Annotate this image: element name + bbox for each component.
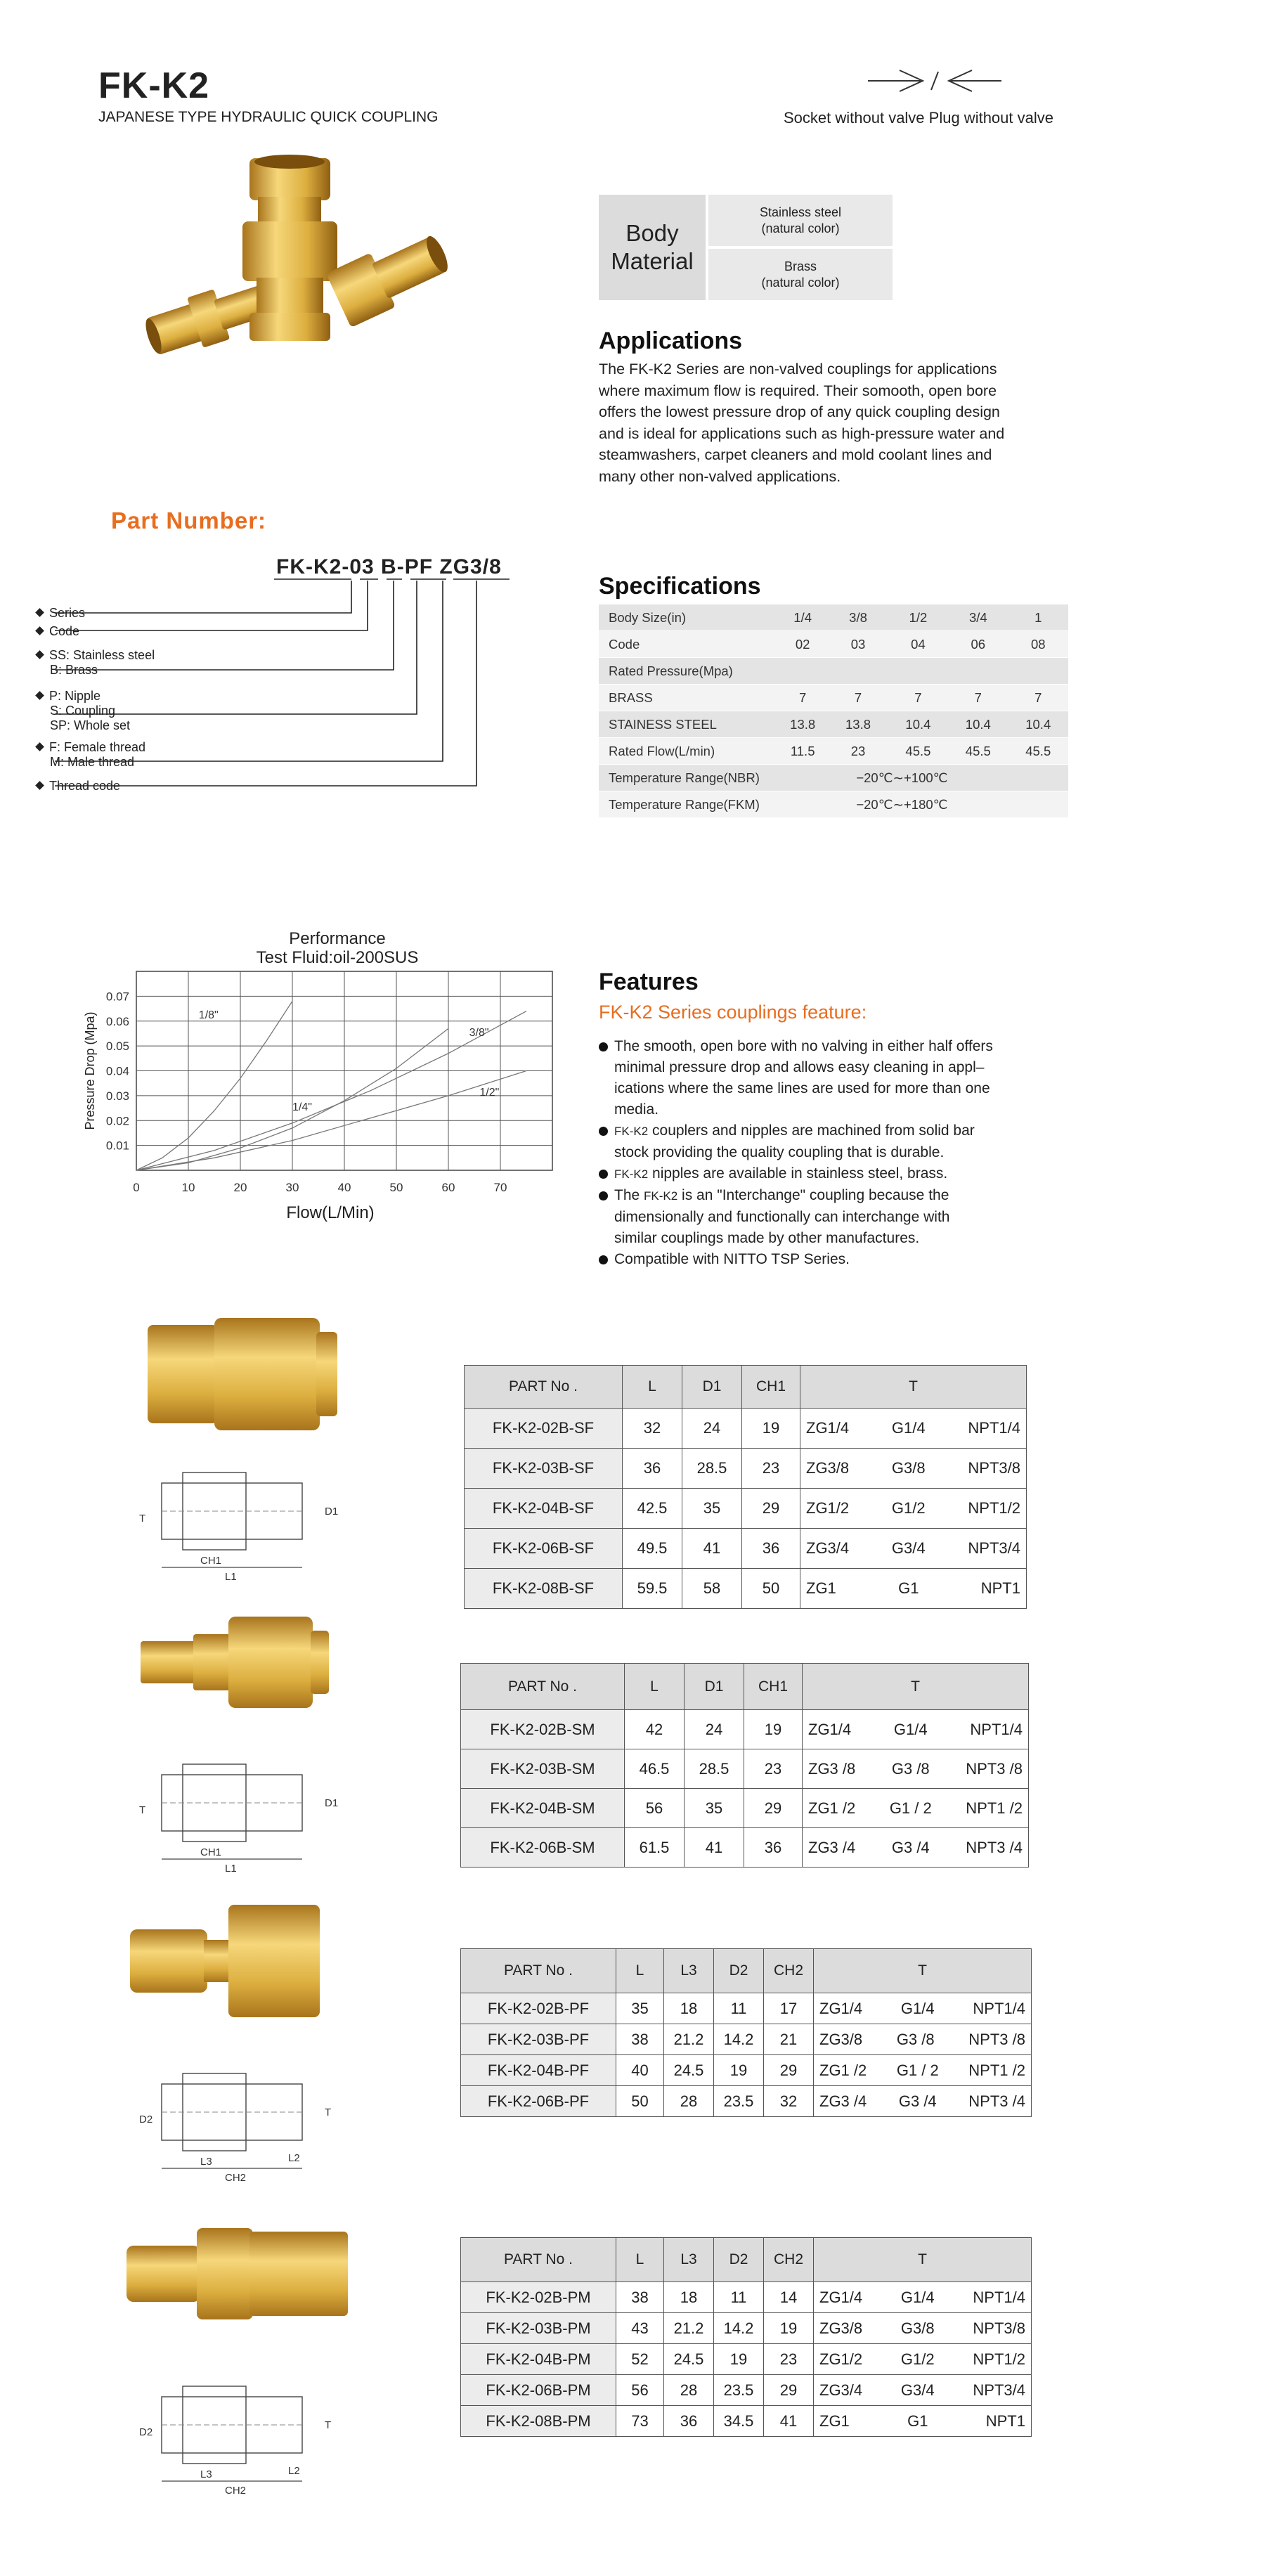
spec-value xyxy=(1008,658,1069,685)
dimension-cell: 56 xyxy=(616,2375,664,2406)
dimension-cell: 17 xyxy=(764,1993,814,2024)
spec-value: 23 xyxy=(828,738,888,765)
spec-label: Temperature Range(NBR) xyxy=(599,765,777,791)
dimension-label: CH2 xyxy=(225,2485,247,2495)
table-row xyxy=(461,1749,1029,1789)
dimension-cell: 29 xyxy=(744,1789,803,1828)
page-title: FK-K2 xyxy=(98,65,210,106)
dimension-cell: 43 xyxy=(616,2313,664,2344)
socket-plug-label: Socket without valve Plug without valve xyxy=(784,109,1053,127)
product-photo-pm xyxy=(126,2211,351,2330)
dimension-cell: 56 xyxy=(625,1789,685,1828)
y-tick-label: 0.02 xyxy=(105,1114,129,1128)
column-header: L xyxy=(616,1949,664,1993)
column-header: L xyxy=(616,2238,664,2282)
part-number-cell: FK-K2-04B-SM xyxy=(461,1789,625,1828)
dimension-cell: 61.5 xyxy=(625,1828,685,1868)
series-line xyxy=(136,1001,292,1170)
part-number-cell: FK-K2-08B-SF xyxy=(465,1569,623,1609)
spec-value: 7 xyxy=(777,685,828,711)
dimension-cell: 23 xyxy=(744,1749,803,1789)
applications-text: The FK-K2 Series are non-valved couplings for applications where maximum flow is required. Their somooth, open bore offers the lowest pressure drop of any quick coupling design and is ideal for applications such as high-pressure water and steamwashers, carpet cleaners and mold coolant lines and many other non-valved applications. xyxy=(599,361,1005,485)
pn-label-type: P: Nipple S: Coupling SP: Whole set xyxy=(37,689,130,733)
dimension-cell: 28.5 xyxy=(685,1749,744,1789)
spec-value: 7 xyxy=(828,685,888,711)
pn-label-code: Code xyxy=(37,624,79,639)
pn-label-series: Series xyxy=(37,606,85,621)
thread-cell: ZG3/8 G3/8 NPT3/8 xyxy=(814,2313,1032,2344)
thread-cell: ZG1/4 G1/4 NPT1/4 xyxy=(800,1409,1027,1449)
thread-cell: ZG3 /4 G3 /4 NPT3 /4 xyxy=(803,1828,1029,1868)
part-number-cell: FK-K2-06B-PM xyxy=(461,2375,616,2406)
part-number-cell: FK-K2-02B-SF xyxy=(465,1409,623,1449)
thread-cell: ZG1 /2 G1 / 2 NPT1 /2 xyxy=(814,2055,1032,2086)
thread-cell: ZG3/4 G3/4 NPT3/4 xyxy=(800,1529,1027,1569)
spec-value: 45.5 xyxy=(888,738,948,765)
dimension-label: CH1 xyxy=(200,1846,222,1858)
dimension-cell: 52 xyxy=(616,2344,664,2375)
spec-row xyxy=(599,685,1068,711)
pn-label-thread-code: Thread code xyxy=(37,779,120,794)
feature-item: The smooth, open bore with no valving in either half offers minimal pressure drop and allows easy cleaning in appl– ications where the same lines are used for more than one media. xyxy=(599,1036,1070,1120)
dimension-cell: 50 xyxy=(742,1569,800,1609)
dimension-cell: 32 xyxy=(623,1409,682,1449)
thread-cell: ZG3/4 G3/4 NPT3/4 xyxy=(814,2375,1032,2406)
dimension-cell: 19 xyxy=(714,2055,764,2086)
coupling-symbol-icon xyxy=(868,67,1001,95)
spec-value: 06 xyxy=(948,631,1008,658)
dimension-cell: 11 xyxy=(714,1993,764,2024)
spec-value xyxy=(948,658,1008,685)
part-number-cell: FK-K2-04B-SF xyxy=(465,1489,623,1529)
x-tick-label: 40 xyxy=(337,1181,351,1194)
column-header: L xyxy=(623,1366,682,1409)
spec-value xyxy=(777,658,828,685)
product-photo-pf xyxy=(126,1901,351,2021)
dimension-cell: 14 xyxy=(764,2282,814,2313)
thread-cell: ZG1 G1 NPT1 xyxy=(814,2406,1032,2437)
column-header: D1 xyxy=(685,1664,744,1710)
spec-value: 13.8 xyxy=(828,711,888,738)
dimension-cell: 36 xyxy=(742,1529,800,1569)
part-number-cell: FK-K2-06B-SM xyxy=(461,1828,625,1868)
feature-item: FK-K2 nipples are available in stainless steel, brass. xyxy=(599,1163,1070,1185)
spec-value: 1/2 xyxy=(888,604,948,631)
table-row xyxy=(465,1489,1027,1529)
chart-subtitle: Test Fluid:oil-200SUS xyxy=(256,948,419,967)
x-tick-label: 30 xyxy=(285,1181,299,1194)
table-row xyxy=(465,1449,1027,1489)
product-table-pf xyxy=(460,1948,1032,2117)
x-tick-label: 10 xyxy=(181,1181,195,1194)
part-number-cell: FK-K2-04B-PM xyxy=(461,2344,616,2375)
specifications-table xyxy=(599,604,1068,818)
part-number-cell: FK-K2-08B-PM xyxy=(461,2406,616,2437)
spec-value xyxy=(828,658,888,685)
x-tick-label: 70 xyxy=(493,1181,507,1194)
spec-row xyxy=(599,765,1068,791)
spec-row xyxy=(599,658,1068,685)
thread-cell: ZG1/2 G1/2 NPT1/2 xyxy=(800,1489,1027,1529)
spec-value: 04 xyxy=(888,631,948,658)
dimension-cell: 14.2 xyxy=(714,2024,764,2055)
dimension-cell: 59.5 xyxy=(623,1569,682,1609)
spec-value: 02 xyxy=(777,631,828,658)
spec-value: 08 xyxy=(1008,631,1069,658)
y-tick-label: 0.06 xyxy=(105,1014,129,1028)
technical-drawing-sm xyxy=(119,1754,351,1873)
spec-label: Rated Pressure(Mpa) xyxy=(599,658,777,685)
dimension-cell: 41 xyxy=(685,1828,744,1868)
x-tick-label: 60 xyxy=(441,1181,455,1194)
dimension-label: CH2 xyxy=(225,2172,247,2182)
column-header: CH1 xyxy=(744,1664,803,1710)
column-header: L3 xyxy=(664,2238,714,2282)
spec-value: 45.5 xyxy=(948,738,1008,765)
dimension-label: L2 xyxy=(288,2465,300,2477)
spec-value: 3/4 xyxy=(948,604,1008,631)
table-row xyxy=(461,2282,1032,2313)
dimension-cell: 35 xyxy=(616,1993,664,2024)
dimension-label: D1 xyxy=(325,1797,339,1809)
spec-row xyxy=(599,631,1068,658)
column-header: T xyxy=(814,1949,1032,1993)
part-number-cell: FK-K2-06B-SF xyxy=(465,1529,623,1569)
dimension-cell: 36 xyxy=(744,1828,803,1868)
dimension-cell: 40 xyxy=(616,2055,664,2086)
column-header: D2 xyxy=(714,2238,764,2282)
dimension-cell: 23 xyxy=(764,2344,814,2375)
chart-title: Performance xyxy=(289,929,386,948)
table-row xyxy=(461,1993,1032,2024)
dimension-cell: 36 xyxy=(623,1449,682,1489)
dimension-label: T xyxy=(139,1513,146,1525)
feature-item: Compatible with NITTO TSP Series. xyxy=(599,1249,1070,1270)
part-number-cell: FK-K2-03B-SM xyxy=(461,1749,625,1789)
technical-drawing-pf xyxy=(119,2063,351,2182)
table-header-row xyxy=(461,2238,1032,2282)
spec-value: 1 xyxy=(1008,604,1069,631)
product-table-sm xyxy=(460,1663,1029,1868)
pn-label-material: SS: Stainless steel B: Brass xyxy=(37,648,155,678)
bullet-icon xyxy=(599,1170,608,1179)
technical-drawing-sf xyxy=(119,1462,351,1581)
column-header: PART No . xyxy=(461,2238,616,2282)
table-row xyxy=(461,2406,1032,2437)
table-row xyxy=(461,2375,1032,2406)
series-label: 3/8" xyxy=(469,1026,489,1039)
spec-row xyxy=(599,738,1068,765)
dimension-cell: 32 xyxy=(764,2086,814,2117)
dimension-cell: 29 xyxy=(764,2055,814,2086)
part-number-cell: FK-K2-03B-PM xyxy=(461,2313,616,2344)
spec-label: Temperature Range(FKM) xyxy=(599,791,777,818)
dimension-cell: 21.2 xyxy=(664,2313,714,2344)
x-tick-label: 20 xyxy=(233,1181,247,1194)
part-number-cell: FK-K2-03B-PF xyxy=(461,2024,616,2055)
dimension-cell: 42.5 xyxy=(623,1489,682,1529)
thread-cell: ZG3 /8 G3 /8 NPT3 /8 xyxy=(803,1749,1029,1789)
thread-cell: ZG1/4 G1/4 NPT1/4 xyxy=(803,1710,1029,1749)
dimension-cell: 19 xyxy=(744,1710,803,1749)
dimension-label: T xyxy=(139,1804,146,1816)
table-row xyxy=(461,2055,1032,2086)
bullet-icon xyxy=(599,1127,608,1136)
column-header: L3 xyxy=(664,1949,714,1993)
bullet-icon xyxy=(599,1191,608,1200)
dimension-cell: 29 xyxy=(764,2375,814,2406)
table-header-row xyxy=(461,1664,1029,1710)
table-row xyxy=(465,1409,1027,1449)
spec-row xyxy=(599,604,1068,631)
part-number-cell: FK-K2-02B-PM xyxy=(461,2282,616,2313)
dimension-label: L1 xyxy=(225,1863,237,1873)
table-row xyxy=(461,2024,1032,2055)
dimension-cell: 23.5 xyxy=(714,2086,764,2117)
y-tick-label: 0.01 xyxy=(105,1139,129,1153)
x-tick-label: 50 xyxy=(389,1181,403,1194)
dimension-cell: 42 xyxy=(625,1710,685,1749)
dimension-cell: 41 xyxy=(682,1529,742,1569)
dimension-cell: 36 xyxy=(664,2406,714,2437)
product-photo-sf xyxy=(126,1314,351,1434)
features-list xyxy=(599,1036,1070,1270)
spec-label: STAINESS STEEL xyxy=(599,711,777,738)
body-material-table xyxy=(599,195,893,300)
spec-value: 13.8 xyxy=(777,711,828,738)
dimension-cell: 58 xyxy=(682,1569,742,1609)
thread-cell: ZG3 /4 G3 /4 NPT3 /4 xyxy=(814,2086,1032,2117)
table-header-row xyxy=(465,1366,1027,1409)
dimension-cell: 28.5 xyxy=(682,1449,742,1489)
spec-label: BRASS xyxy=(599,685,777,711)
specifications-heading: Specifications xyxy=(599,573,761,600)
table-row xyxy=(461,1789,1029,1828)
spec-value: 3/8 xyxy=(828,604,888,631)
dimension-cell: 46.5 xyxy=(625,1749,685,1789)
part-number-cell: FK-K2-02B-SM xyxy=(461,1710,625,1749)
spec-value: 11.5 xyxy=(777,738,828,765)
column-header: CH2 xyxy=(764,2238,814,2282)
dimension-cell: 34.5 xyxy=(714,2406,764,2437)
dimension-cell: 23 xyxy=(742,1449,800,1489)
column-header: CH1 xyxy=(742,1366,800,1409)
table-row xyxy=(461,1828,1029,1868)
feature-item: FK-K2 couplers and nipples are machined from solid bar stock providing the quality coupling that is durable. xyxy=(599,1120,1070,1163)
dimension-cell: 50 xyxy=(616,2086,664,2117)
spec-value: 10.4 xyxy=(948,711,1008,738)
dimension-label: D1 xyxy=(325,1506,339,1517)
spec-value: 7 xyxy=(1008,685,1069,711)
x-tick-label: 0 xyxy=(133,1181,140,1194)
body-material-label: Body Material xyxy=(599,195,706,300)
table-row xyxy=(465,1569,1027,1609)
spec-value: 7 xyxy=(888,685,948,711)
dimension-cell: 24.5 xyxy=(664,2055,714,2086)
table-header-row xyxy=(461,1949,1032,1993)
page-subtitle: JAPANESE TYPE HYDRAULIC QUICK COUPLING xyxy=(98,109,439,125)
product-photo-sm xyxy=(126,1610,351,1729)
feature-item: The FK-K2 is an "Interchange" coupling because the dimensionally and functionally can interchange with similar couplings made by other manufactures. xyxy=(599,1185,1070,1249)
column-header: L xyxy=(625,1664,685,1710)
column-header: D2 xyxy=(714,1949,764,1993)
dimension-cell: 38 xyxy=(616,2282,664,2313)
material-option-brass: Brass (natural color) xyxy=(706,249,893,300)
column-header: T xyxy=(814,2238,1032,2282)
dimension-cell: 21.2 xyxy=(664,2024,714,2055)
y-tick-label: 0.07 xyxy=(105,990,129,1004)
dimension-cell: 35 xyxy=(685,1789,744,1828)
dimension-cell: 41 xyxy=(764,2406,814,2437)
x-axis-label: Flow(L/Min) xyxy=(286,1203,375,1222)
spec-value: 03 xyxy=(828,631,888,658)
table-row xyxy=(461,2344,1032,2375)
part-number-cell: FK-K2-04B-PF xyxy=(461,2055,616,2086)
part-number-cell: FK-K2-02B-PF xyxy=(461,1993,616,2024)
performance-chart xyxy=(70,924,562,1234)
spec-value: 10.4 xyxy=(1008,711,1069,738)
y-tick-label: 0.04 xyxy=(105,1064,129,1078)
spec-value: 45.5 xyxy=(1008,738,1069,765)
series-label: 1/8" xyxy=(198,1009,219,1022)
dimension-cell: 24 xyxy=(682,1409,742,1449)
pn-label-thread: F: Female thread M: Male thread xyxy=(37,740,145,770)
part-number-cell: FK-K2-03B-SF xyxy=(465,1449,623,1489)
dimension-cell: 28 xyxy=(664,2375,714,2406)
series-label: 1/2" xyxy=(479,1086,500,1099)
thread-cell: ZG1/2 G1/2 NPT1/2 xyxy=(814,2344,1032,2375)
technical-drawing-pm xyxy=(119,2376,351,2495)
column-header: CH2 xyxy=(764,1949,814,1993)
thread-cell: ZG1/4 G1/4 NPT1/4 xyxy=(814,2282,1032,2313)
thread-cell: ZG1 /2 G1 / 2 NPT1 /2 xyxy=(803,1789,1029,1828)
spec-range: −20℃∼+100℃ xyxy=(828,765,1068,791)
dimension-cell: 18 xyxy=(664,2282,714,2313)
product-table-pm xyxy=(460,2237,1032,2437)
dimension-label: CH1 xyxy=(200,1555,222,1567)
table-row xyxy=(461,2313,1032,2344)
dimension-label: T xyxy=(325,2419,332,2431)
spec-label: Code xyxy=(599,631,777,658)
dimension-label: L1 xyxy=(225,1571,237,1581)
spec-label: Body Size(in) xyxy=(599,604,777,631)
series-line xyxy=(136,1011,526,1170)
part-number-heading: Part Number: xyxy=(111,507,267,533)
dimension-label: L3 xyxy=(200,2468,212,2480)
dimension-cell: 28 xyxy=(664,2086,714,2117)
spec-row xyxy=(599,711,1068,738)
column-header: D1 xyxy=(682,1366,742,1409)
dimension-label: D2 xyxy=(139,2426,153,2438)
hero-product-image xyxy=(144,148,453,380)
material-option-stainless: Stainless steel (natural color) xyxy=(706,195,893,249)
dimension-cell: 29 xyxy=(742,1489,800,1529)
thread-cell: ZG1/4 G1/4 NPT1/4 xyxy=(814,1993,1032,2024)
dimension-cell: 14.2 xyxy=(714,2313,764,2344)
y-tick-label: 0.05 xyxy=(105,1040,129,1054)
dimension-cell: 73 xyxy=(616,2406,664,2437)
dimension-cell: 19 xyxy=(714,2344,764,2375)
spec-label: Rated Flow(L/min) xyxy=(599,738,777,765)
bullet-icon xyxy=(599,1255,608,1264)
part-number-code: FK-K2-03 B-PF ZG3/8 xyxy=(276,555,502,578)
spec-value xyxy=(888,658,948,685)
dimension-cell: 24 xyxy=(685,1710,744,1749)
dimension-label: T xyxy=(325,2106,332,2118)
product-table-sf xyxy=(464,1365,1027,1609)
dimension-cell: 24.5 xyxy=(664,2344,714,2375)
dimension-cell: 11 xyxy=(714,2282,764,2313)
y-tick-label: 0.03 xyxy=(105,1089,129,1103)
thread-cell: ZG1 G1 NPT1 xyxy=(800,1569,1027,1609)
table-row xyxy=(461,2086,1032,2117)
y-axis-label: Pressure Drop (Mpa) xyxy=(83,1011,97,1130)
series-label: 1/4" xyxy=(292,1101,312,1114)
dimension-cell: 21 xyxy=(764,2024,814,2055)
dimension-label: L3 xyxy=(200,2156,212,2168)
spec-value: 7 xyxy=(948,685,1008,711)
spec-value: 1/4 xyxy=(777,604,828,631)
spec-range: −20℃∼+180℃ xyxy=(828,791,1068,818)
bullet-icon xyxy=(599,1042,608,1051)
column-header: PART No . xyxy=(465,1366,623,1409)
thread-cell: ZG3/8 G3/8 NPT3/8 xyxy=(800,1449,1027,1489)
dimension-cell: 19 xyxy=(764,2313,814,2344)
dimension-cell: 23.5 xyxy=(714,2375,764,2406)
table-row xyxy=(465,1529,1027,1569)
spec-row xyxy=(599,791,1068,818)
column-header: PART No . xyxy=(461,1664,625,1710)
dimension-label: D2 xyxy=(139,2114,153,2125)
dimension-cell: 38 xyxy=(616,2024,664,2055)
column-header: T xyxy=(803,1664,1029,1710)
column-header: PART No . xyxy=(461,1949,616,1993)
dimension-label: L2 xyxy=(288,2152,300,2164)
dimension-cell: 19 xyxy=(742,1409,800,1449)
part-number-cell: FK-K2-06B-PF xyxy=(461,2086,616,2117)
dimension-cell: 35 xyxy=(682,1489,742,1529)
table-row xyxy=(461,1710,1029,1749)
dimension-cell: 49.5 xyxy=(623,1529,682,1569)
dimension-cell: 18 xyxy=(664,1993,714,2024)
thread-cell: ZG3/8 G3 /8 NPT3 /8 xyxy=(814,2024,1032,2055)
applications-heading: Applications xyxy=(599,328,743,354)
spec-value: 10.4 xyxy=(888,711,948,738)
column-header: T xyxy=(800,1366,1027,1409)
features-subtitle: FK-K2 Series couplings feature: xyxy=(599,1002,867,1023)
features-heading: Features xyxy=(599,969,699,995)
